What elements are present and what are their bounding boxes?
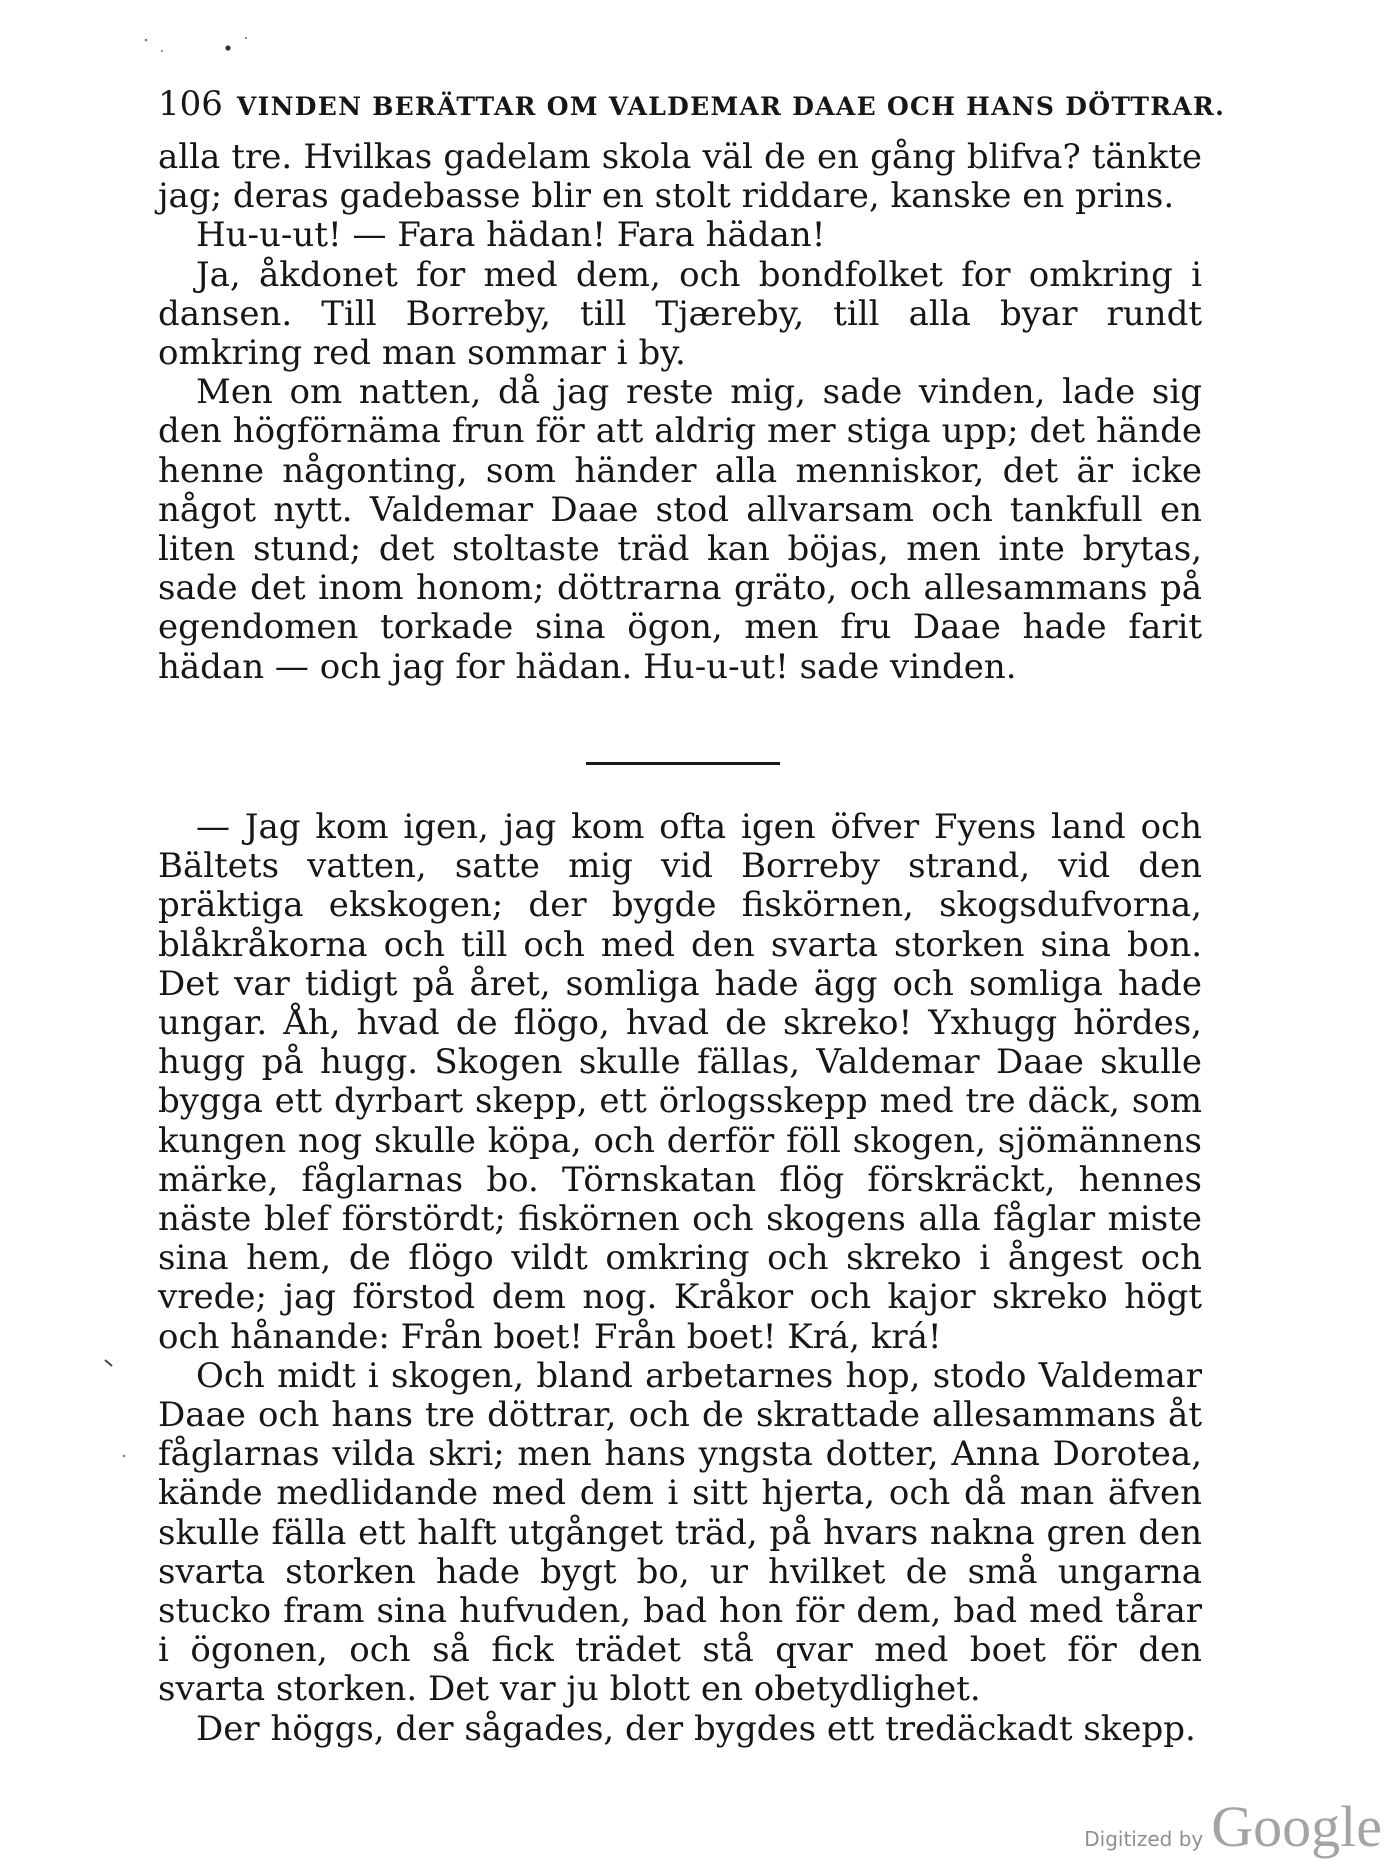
- paragraph: Och midt i skogen, bland arbetarnes hop, stodo Valdemar Daae och hans tre döttrar, och de skrattade allesammans åt fåglarnas vilda skri; men hans yngsta dotter, Anna Dorotea, kände medlidande med dem i sitt hjerta, och då man äfven skulle fälla ett halft utgånget träd, på hvars nakna gren den svarta storken hade bygt bo, ur hvilket de små ungarna stucko fram sina hufvuden, bad hon för dem, bad med tårar i ögonen, och så fick trädet stå qvar med boet för den svarta storken. Det var ju blott en obetydlighet.: [158, 1355, 1202, 1710]
- paragraph: alla tre. Hvilkas gadelam skola väl de en gång blifva? tänkte jag; deras gadebasse blir en stolt riddare, kanske en prins.: [158, 137, 1202, 217]
- speck: [145, 39, 148, 42]
- paragraph: Men om natten, då jag reste mig, sade vinden, lade sig den högförnäma frun för att aldrig mer stiga upp; det hände henne någonting, som händer alla menniskor, det är icke något nytt. Valdemar Daae stod allvarsam och tankfull en liten stund; det stoltaste träd kan böjas, men inte brytas, sade det inom honom; döttrarna gräto, och allesammans på egendomen torkade sina ögon, men fru Daae hade farit hädan — och jag for hädan. Hu-u-ut! sade vinden.: [158, 372, 1202, 687]
- speck: [245, 37, 247, 39]
- paragraph: Ja, åkdonet for med dem, och bondfolket for omkring i dansen. Till Borreby, till Tjæreby, till alla byar rundt omkring red man sommar i by.: [158, 254, 1202, 374]
- paragraph: — Jag kom igen, jag kom ofta igen öfver Fyens land och Bältets vatten, satte mig vid Borreby strand, vid den präktiga ekskogen; der bygde fiskörnen, skogsdufvorna, blåkråkorna och till och med den svarta storken sina bon. Det var tidigt på året, somliga hade ägg och somliga hade ungar. Åh, hvad de flögo, hvad de skreko! Yxhugg hördes, hugg på hugg. Skogen skulle fällas, Valdemar Daae skulle bygga ett dyrbart skepp, ett örlogsskepp med tre däck, som kungen nog skulle köpa, och derför föll skogen, sjömännens märke, fåglarnas bo. Törnskatan flög förskräckt, hennes näste blef förstördt; fiskörnen och skogens alla fåglar miste sina hem, de flögo vildt omkring och skreko i ångest och vrede; jag förstod dem nog. Kråkor och kajor skreko högt och hånande: Från boet! Från boet! Krá, krá!: [158, 807, 1202, 1357]
- section-divider: [586, 762, 780, 765]
- speck: [225, 45, 230, 50]
- running-title: VINDEN BERÄTTAR OM VALDEMAR DAAE OCH HANS DÖTTRAR.: [236, 92, 1226, 121]
- digitized-by-watermark: [1084, 1794, 1382, 1859]
- page-number: 106: [158, 84, 223, 124]
- speck: [123, 1455, 126, 1458]
- digitized-label: Digitized by: [1084, 1827, 1204, 1851]
- google-logo: Google: [1211, 1794, 1382, 1859]
- text-section-1: [158, 138, 1202, 687]
- running-header: [158, 82, 1226, 129]
- paragraph: Hu-u-ut! — Fara hädan! Fara hädan!: [196, 215, 826, 256]
- speck: [161, 50, 163, 52]
- text-section-2: [158, 808, 1202, 1749]
- speck: [105, 1360, 112, 1366]
- paragraph: Der höggs, der sågades, der bygdes ett tredäckadt skepp.: [196, 1708, 1196, 1749]
